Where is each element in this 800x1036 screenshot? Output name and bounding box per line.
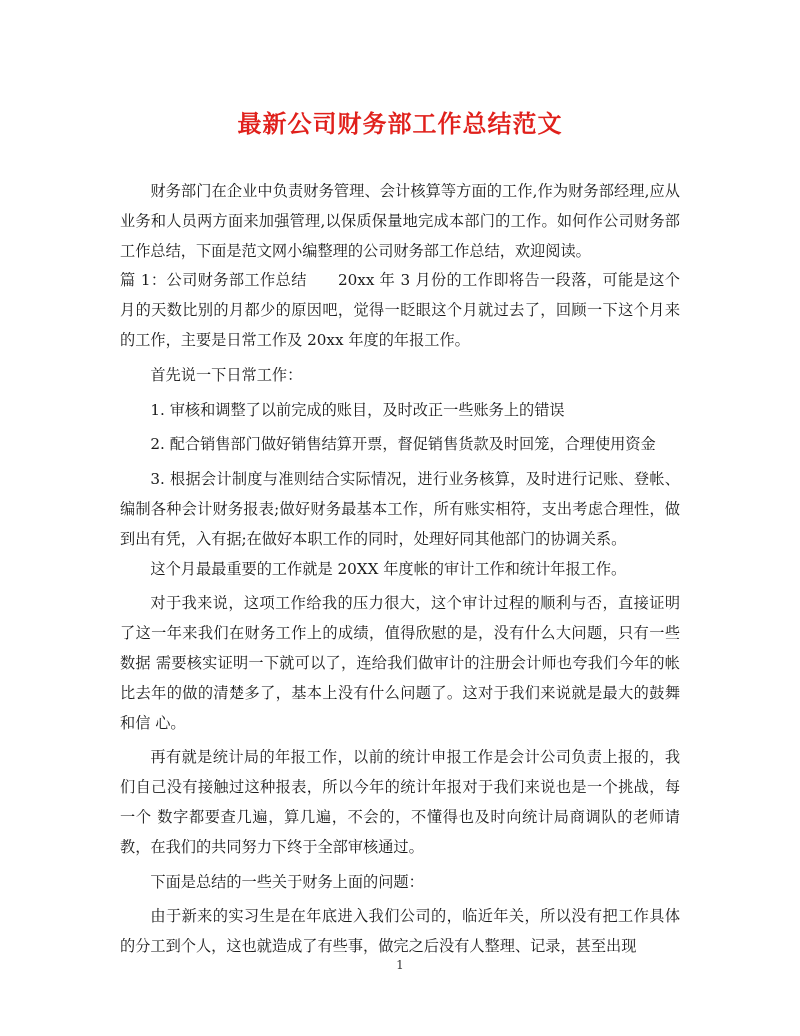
document-title: 最新公司财务部工作总结范文	[237, 110, 563, 138]
document-body	[120, 177, 680, 962]
intro-paragraph: 财务部门在企业中负责财务管理、会计核算等方面的工作,作为财务部经理,应从业务和人员两方面来加强管理,以保质保量地完成本部门的工作。如何作公司财务部工作总结，下面是范文网小编整理的公司财务部工作总结，欢迎阅读。	[120, 182, 680, 260]
issues-heading: 下面是总结的一些关于财务上面的问题：	[150, 872, 424, 891]
statistics-paragraph: 再有就是统计局的年报工作，以前的统计申报工作是会计公司负责上报的，我们自己没有接触过这种报表，所以今年的统计年报对于我们来说也是一个挑战，每一个 数字都要查几遍，算几遍，不会的，不懂得也及时向统计局商调队的老师请教，在我们的共同努力下终于全部审核通过。	[120, 748, 680, 856]
list-item-3: 3. 根据会计制度与准则结合实际情况，进行业务核算，及时进行记账、登帐、编制各种会计财务报表;做好财务最基本工作，所有账实相符，支出考虑合理性，做到出有凭，入有据;在做好本职工作的同时，处理好同其他部门的协调关系。	[120, 470, 680, 548]
page-number: 1	[396, 958, 404, 972]
chapter-one-paragraph: 篇 1：公司财务部工作总结 20xx 年 3 月份的工作即将告一段落，可能是这个月的天数比别的月都少的原因吧，觉得一眨眼这个月就过去了，回顾一下这个月来的工作，主要是日常工作及 20xx 年度的年报工作。	[120, 271, 680, 349]
audit-paragraph: 这个月最最重要的工作就是 20XX 年度帐的审计工作和统计年报工作。	[150, 559, 627, 578]
intern-paragraph: 由于新来的实习生是在年底进入我们公司的，临近年关，所以没有把工作具体的分工到个人，这也就造成了有些事，做完之后没有人整理、记录，甚至出现	[120, 907, 680, 956]
daily-work-heading: 首先说一下日常工作：	[150, 365, 303, 384]
list-item-2: 2. 配合销售部门做好销售结算开票，督促销售货款及时回笼，合理使用资金	[150, 435, 656, 454]
list-item-1: 1. 审核和调整了以前完成的账目，及时改正一些账务上的错误	[150, 400, 565, 419]
pressure-paragraph: 对于我来说，这项工作给我的压力很大，这个审计过程的顺利与否，直接证明了这一年来我们在财务工作上的成绩，值得欣慰的是，没有什么大问题，只有一些数据 需要核实证明一下就可以了，连给我们做审计的注册会计师也夸我们今年的帐比去年的做的清楚多了，基本上没有什么问题了。这对于我们来说就是最大的鼓舞和信 心。	[120, 594, 680, 732]
